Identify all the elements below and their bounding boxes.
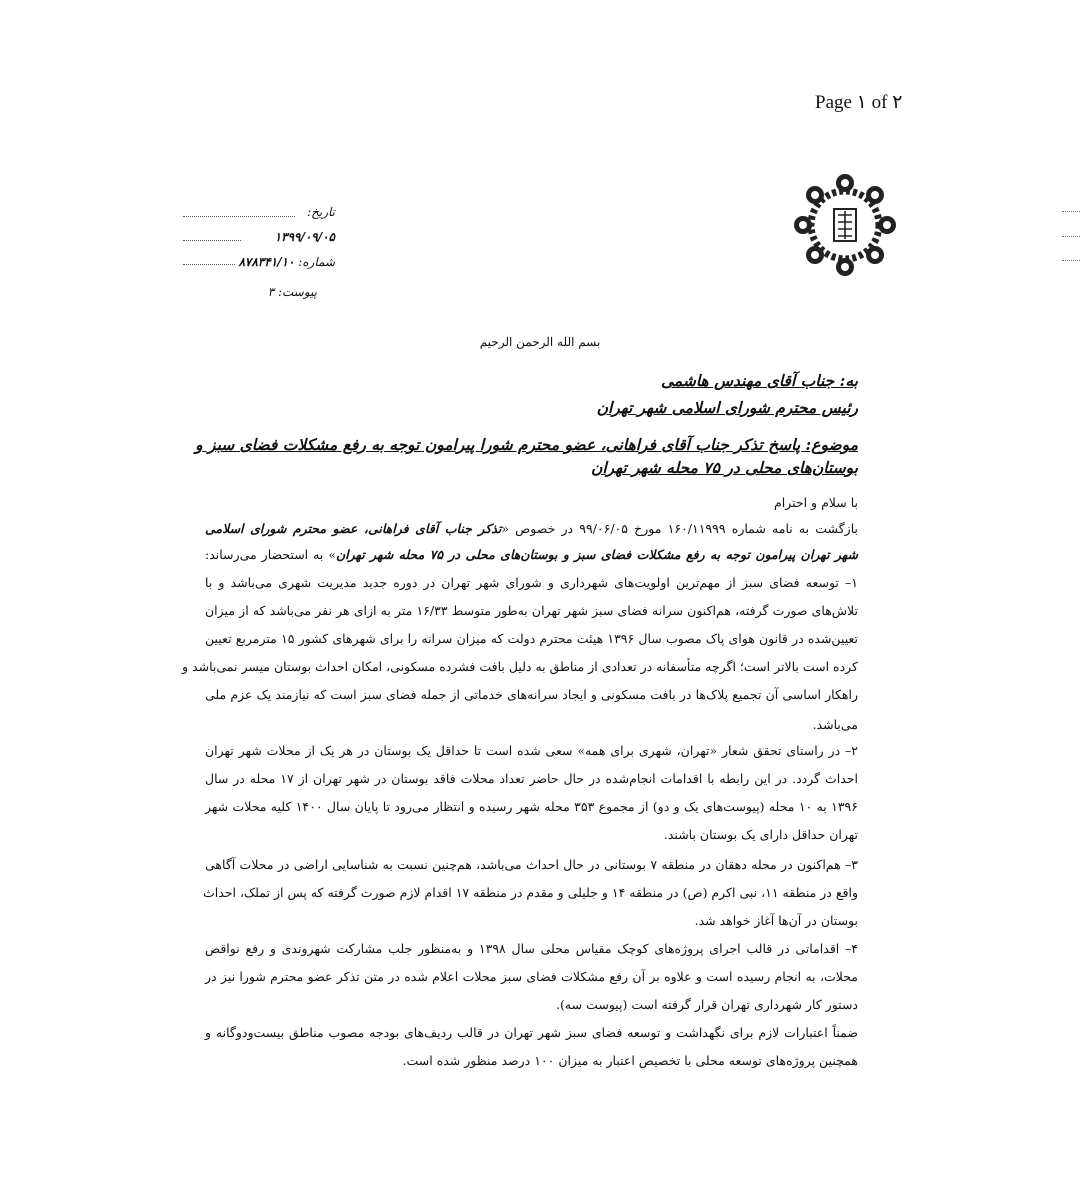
attachment-field <box>205 285 317 299</box>
body-line <box>205 936 858 962</box>
body-text: دستور کار شهرداری تهران قرار گرفته است (پیوست سه). <box>556 997 858 1012</box>
body-line <box>205 542 858 568</box>
body-text: همچنین پروژه‌های توسعه محلی با تخصیص اعتبار به میزان ۱۰۰ درصد منظور شده است. <box>402 1053 858 1068</box>
body-line <box>205 1048 858 1074</box>
body-line <box>205 516 858 542</box>
basmala: بسم الله الرحمن الرحیم <box>479 335 601 349</box>
body-line <box>205 794 858 820</box>
body-line <box>205 964 858 990</box>
stamp-date-field <box>185 230 335 244</box>
body-text: ۱۳۹۶ به ۱۰ محله (پیوست‌های یک و دو) از مجموع ۳۵۳ محله شهر رسیده و انتظار می‌رود تا پایان سال ۱۴۰۰ کلیه محلات شهر <box>205 799 858 814</box>
body-line <box>205 570 858 596</box>
body-text: بوستان در آن‌ها آغاز خواهد شد. <box>694 913 858 928</box>
body-text: ۱– توسعه فضای سبز از مهم‌ترین اولویت‌های شهرداری و شورای شهر تهران در دوره جدید مدیریت شهری می‌باشد و با <box>205 575 858 590</box>
body-text: تلاش‌های صورت گرفته، هم‌اکنون سرانه فضای سبز شهر تهران به‌طور متوسط ۱۶/۳۳ متر به ازای هر نفر می‌باشد که از میزان <box>205 603 858 618</box>
attachment-value: ۳ <box>267 285 275 299</box>
body-text: بازگشت به نامه شماره ۱۶۰/۱۱۹۹۹ مورخ ۹۹/۰۶/۰۵ در خصوص « <box>501 521 858 536</box>
body-emphasis: تذکر جناب آقای فراهانی، عضو محترم شورای اسلامی <box>205 521 502 536</box>
body-text: تعیین‌شده در قانون هوای پاک مصوب سال ۱۳۹۶ هیئت محترم دولت که میزان سرانه را برای شهرهای کشور ۱۵ مترمربع تعیین <box>205 631 858 646</box>
body-text: تهران حداقل دارای یک بوستان باشند. <box>663 827 858 842</box>
greeting: با سلام و احترام <box>774 495 858 510</box>
body-text: ضمناً اعتبارات لازم برای نگهداشت و توسعه فضای سبز شهر تهران در قالب ردیف‌های بودجه مصوب مناطق بیست‌ودوگانه و <box>205 1025 858 1040</box>
body-text: می‌باشد. <box>812 717 858 732</box>
recipient-line-2: رئیس محترم شورای اسلامی شهر تهران <box>596 398 858 417</box>
date-dotted-line <box>183 216 295 217</box>
attachment-label: پیوست: <box>277 285 317 299</box>
body-line <box>205 766 858 792</box>
body-line <box>205 712 858 738</box>
body-line <box>205 598 858 624</box>
body-line <box>205 852 858 878</box>
number-label: شماره: <box>298 255 335 269</box>
recipient-line-1: به: جناب آقای مهندس هاشمی <box>660 371 858 390</box>
body-line <box>205 908 858 934</box>
body-line <box>202 880 858 906</box>
body-line <box>205 1020 858 1046</box>
body-text: ۳– هم‌اکنون در محله دهقان در منطقه ۷ بوستانی در حال احداث می‌باشد، هم‌چنین نسبت به شناسایی اراضی در محلات آگاهی <box>205 857 858 872</box>
body-line <box>205 682 858 708</box>
edge-dots-2 <box>1062 236 1080 237</box>
page-number: Page ۱ of ۲ <box>815 92 903 113</box>
body-text: محلات، به انجام رسیده است و علاوه بر آن رفع مشکلات فضای سبز محلات اعلام شده در متن تذکر عضو محترم شورا نیز در <box>205 969 858 984</box>
edge-dots-1 <box>1062 211 1080 212</box>
stamp-date-dotted-line <box>183 240 241 241</box>
date-label: تاریخ: <box>307 205 335 219</box>
subject-line-2: بوستان‌های محلی در ۷۵ محله شهر تهران <box>590 458 858 477</box>
body-line <box>205 822 858 848</box>
body-line <box>182 654 858 680</box>
stamp-date: ۱۳۹۹/۰۹/۰۵ <box>274 230 335 244</box>
body-text: ۴– اقداماتی در قالب اجرای پروژه‌های کوچک مقیاس محلی سال ۱۳۹۸ و به‌منظور جلب مشارکت شهروندی و رفع نواقص <box>205 941 858 956</box>
edge-dots-3 <box>1062 260 1080 261</box>
tehran-municipality-logo <box>793 170 897 280</box>
body-text: کرده است بالاتر است؛ اگرچه متأسفانه در تعدادی از مناطق به دلیل بافت فشرده مسکونی، امکان احداث بوستان میسر نمی‌باشد و <box>182 659 858 674</box>
body-text: ۲– در راستای تحقق شعار «تهران، شهری برای همه» سعی شده است تا حداقل یک بوستان در هر یک از محلات شهر تهران <box>205 743 858 758</box>
number-dotted-line <box>183 264 235 265</box>
body-line <box>205 992 858 1018</box>
body-text: راهکار اساسی آن تجمیع پلاک‌ها در بافت مسکونی و ایجاد سرانه‌های خدماتی از جمله فضای سبز است که نیازمند یک عزم ملی <box>205 687 858 702</box>
body-emphasis: شهر تهران پیرامون توجه به رفع مشکلات فضای سبز و بوستان‌های محلی در ۷۵ محله شهر تهران <box>336 547 858 562</box>
stamp-number: ۸۷۸۳۴۱/۱۰ <box>238 255 295 269</box>
body-line <box>205 626 858 652</box>
number-field <box>185 255 335 269</box>
body-line <box>205 738 858 764</box>
body-text: » به استحضار می‌رساند: <box>205 547 336 562</box>
subject-line-1: موضوع: پاسخ تذکر جناب آقای فراهانی، عضو محترم شورا پیرامون توجه به رفع مشکلات فضای سبز و <box>195 435 858 454</box>
body-text: واقع در منطقه ۱۱، نبی اکرم (ص) در منطقه ۱۴ و جلیلی و مقدم در منطقه ۱۷ اقدام لازم صورت گرفته که پس از تملک، احداث <box>202 885 858 900</box>
body-text: احداث گردد. در این رابطه با اقدامات انجام‌شده در حال حاضر تعداد محلات فاقد بوستان در شهر تهران از ۱۷ محله در سال <box>205 771 858 786</box>
